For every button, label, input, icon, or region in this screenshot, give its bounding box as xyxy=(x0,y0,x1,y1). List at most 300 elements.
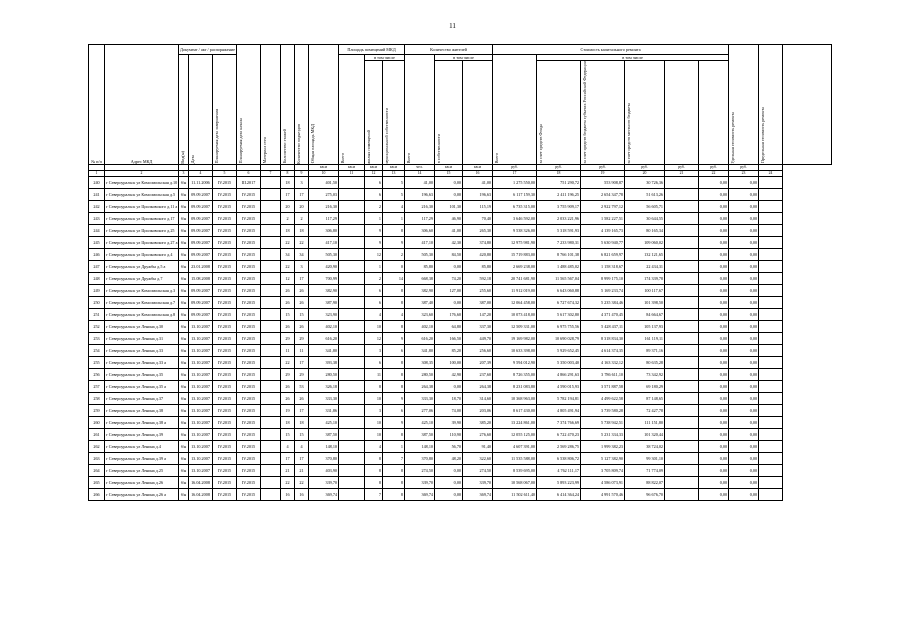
cell-c: 2 xyxy=(365,272,383,284)
cell-g: 1 xyxy=(383,212,405,224)
cell-m: 3 571 887,58 xyxy=(581,380,625,392)
cell-o: 71 774,09 xyxy=(625,464,665,476)
cell-e: IV.2015 xyxy=(237,404,261,416)
cell-c: 10 xyxy=(365,320,383,332)
table-row xyxy=(89,212,832,224)
cell-o: 111 151,80 xyxy=(625,416,665,428)
cell-empty xyxy=(759,296,783,308)
cell-x: 0,00 xyxy=(699,416,729,428)
cell-empty xyxy=(759,416,783,428)
cell-empty xyxy=(665,176,699,188)
cell-e: IV.2015 xyxy=(237,344,261,356)
cell-l: 5 929 652,45 xyxy=(537,344,581,356)
cell-d: 09.09.2007 xyxy=(189,236,213,248)
cell-k: 12 055 125,00 xyxy=(493,428,537,440)
cell-a: 339,70 xyxy=(309,476,339,488)
cell-p: 15 xyxy=(295,308,309,320)
cell-e: IV.2015 xyxy=(237,464,261,476)
column-number-cell: 10 xyxy=(309,170,339,176)
cell-m: 4 991 570,46 xyxy=(581,488,625,500)
col-area-all-header: Всего xyxy=(339,55,365,165)
cell-h: 333,30 xyxy=(405,392,435,404)
cell-empty xyxy=(665,272,699,284)
cell-k: 8 231 083,80 xyxy=(493,380,537,392)
cell-d: 13.10.2007 xyxy=(189,344,213,356)
cell-addr: г Североуральск ул Ленина д.37 xyxy=(105,392,179,404)
table-row xyxy=(89,224,832,236)
cell-x: 0,00 xyxy=(699,356,729,368)
column-number-cell: 24 xyxy=(759,170,783,176)
cell-g: 8 xyxy=(383,296,405,308)
col-end-header: Планируемая дата завершения xyxy=(213,55,237,165)
cell-empty xyxy=(261,428,281,440)
cell-s: IV.2015 xyxy=(213,260,237,272)
cell-b xyxy=(339,320,365,332)
cell-y: 0,00 xyxy=(729,224,759,236)
cell-o: 30 644,55 xyxy=(625,212,665,224)
cell-i: 18,70 xyxy=(435,392,463,404)
cell-k: 6 735 315,00 xyxy=(493,200,537,212)
cell-p: 22 xyxy=(295,236,309,248)
table-row xyxy=(89,188,832,200)
cell-s: IV.2015 xyxy=(213,320,237,332)
cell-x: 0,00 xyxy=(699,188,729,200)
cell-y: 0,00 xyxy=(729,176,759,188)
cell-y: 0,00 xyxy=(729,236,759,248)
cell-d: 09.09.2007 xyxy=(189,212,213,224)
cell-a: 280,50 xyxy=(309,368,339,380)
cell-j: 276,60 xyxy=(463,428,493,440)
cell-j: 592,18 xyxy=(463,272,493,284)
column-number-cell: 17 xyxy=(493,170,537,176)
cell-k: 10 368 963,00 xyxy=(493,392,537,404)
cell-x: 0,00 xyxy=(699,308,729,320)
cell-e: IV.2015 xyxy=(237,200,261,212)
cell-t: б/н xyxy=(179,368,189,380)
table-row xyxy=(89,332,832,344)
unit-cell: руб. xyxy=(699,164,729,170)
cell-e: IV.2015 xyxy=(237,452,261,464)
cell-x: 0,00 xyxy=(699,380,729,392)
cell-f: 26 xyxy=(281,284,295,296)
cell-j: 339,70 xyxy=(463,476,493,488)
cell-l: 1 488 485,02 xyxy=(537,260,581,272)
cell-b xyxy=(339,356,365,368)
cell-a: 306,80 xyxy=(309,224,339,236)
cell-y: 0,00 xyxy=(729,248,759,260)
cell-y: 0,00 xyxy=(729,464,759,476)
table-row xyxy=(89,296,832,308)
cell-empty xyxy=(759,308,783,320)
cell-e: IV.2015 xyxy=(237,212,261,224)
cell-t: б/н xyxy=(179,212,189,224)
cell-empty xyxy=(759,452,783,464)
cell-t: б/н xyxy=(179,380,189,392)
cell-g: 8 xyxy=(383,464,405,476)
cell-o: 80 635,28 xyxy=(625,356,665,368)
cell-n: 262 xyxy=(89,440,105,452)
col-entrances-header: Количество подъездов xyxy=(295,45,309,165)
unit-cell: руб. xyxy=(625,164,665,170)
cell-l: 8 766 101,38 xyxy=(537,248,581,260)
cell-p: 18 xyxy=(295,416,309,428)
cell-empty xyxy=(759,464,783,476)
cell-b xyxy=(339,404,365,416)
cell-empty xyxy=(665,308,699,320)
table-row xyxy=(89,176,832,188)
cell-a: 616,20 xyxy=(309,332,339,344)
cell-f: 22 xyxy=(281,236,295,248)
column-number-cell: 2 xyxy=(105,170,179,176)
cell-addr: г Североуральск ул Ленина д.39 xyxy=(105,428,179,440)
cell-empty xyxy=(665,212,699,224)
cell-o: 30 726,36 xyxy=(625,176,665,188)
cell-g: 8 xyxy=(383,368,405,380)
cell-o: 174 339,78 xyxy=(625,272,665,284)
cell-h: 306,60 xyxy=(405,224,435,236)
cell-h: 196,63 xyxy=(405,188,435,200)
cell-p: 15 xyxy=(295,428,309,440)
cell-p: 17 xyxy=(295,356,309,368)
col-number-header: № п/п xyxy=(89,45,105,165)
cell-o: 96 676,70 xyxy=(625,488,665,500)
cell-c: 2 xyxy=(365,200,383,212)
cell-j: 70,40 xyxy=(463,212,493,224)
cell-o: 101 320,44 xyxy=(625,428,665,440)
cell-k: 13 224 861,00 xyxy=(493,416,537,428)
cell-addr: г Североуральск ул Циолковского д.4 xyxy=(105,248,179,260)
cell-g: 0 xyxy=(383,260,405,272)
col-limit-cost-header: Предельная стоимость ремонта xyxy=(759,45,783,165)
cell-c: 9 xyxy=(365,236,383,248)
cost-sub-header: в том числе xyxy=(537,55,729,61)
column-number-cell: 8 xyxy=(281,170,295,176)
cell-t: б/н xyxy=(179,236,189,248)
cell-b xyxy=(339,368,365,380)
cell-empty xyxy=(759,284,783,296)
cell-h: 417,10 xyxy=(405,236,435,248)
cell-l: 11 565 567,04 xyxy=(537,272,581,284)
cell-e: IV.2015 xyxy=(237,296,261,308)
cell-c: 6 xyxy=(365,176,383,188)
unit-cell: кв.м xyxy=(383,164,405,170)
col-date-header: Дата xyxy=(189,55,213,165)
cell-e: IV.2015 xyxy=(237,392,261,404)
cell-h: 323,60 xyxy=(405,308,435,320)
cell-p: 26 xyxy=(295,296,309,308)
cell-j: 369,74 xyxy=(463,488,493,500)
cell-a: 326,18 xyxy=(309,380,339,392)
cell-empty xyxy=(665,476,699,488)
cell-i: 0,00 xyxy=(435,380,463,392)
doc-group-header: Документ / акт / распоряжение xyxy=(179,45,237,55)
cell-m: 553 908,87 xyxy=(581,176,625,188)
cell-n: 260 xyxy=(89,416,105,428)
cell-y: 0,00 xyxy=(729,260,759,272)
cell-p: 29 xyxy=(295,368,309,380)
cell-t: б/н xyxy=(179,176,189,188)
cell-p: 3 xyxy=(295,260,309,272)
cell-b xyxy=(339,380,365,392)
cell-empty xyxy=(665,452,699,464)
cell-f: 34 xyxy=(281,248,295,260)
cell-p: 17 xyxy=(295,272,309,284)
cell-empty xyxy=(665,320,699,332)
cell-g: 4 xyxy=(383,308,405,320)
cell-o: 69 180,29 xyxy=(625,380,665,392)
cell-m: 4 163 332,12 xyxy=(581,356,625,368)
cell-j: 115,19 xyxy=(463,200,493,212)
cell-f: 15 xyxy=(281,308,295,320)
cell-m: 5 235 384,46 xyxy=(581,296,625,308)
cell-h: 85,80 xyxy=(405,260,435,272)
cell-t: б/н xyxy=(179,464,189,476)
cell-empty xyxy=(759,260,783,272)
column-number-cell: 16 xyxy=(463,170,493,176)
cell-empty xyxy=(759,428,783,440)
cell-a: 331,86 xyxy=(309,404,339,416)
cell-c: 4 xyxy=(365,440,383,452)
cell-o: 38 724,02 xyxy=(625,440,665,452)
cell-k: 11 502 611,40 xyxy=(493,488,537,500)
cell-m: 5 127 382,90 xyxy=(581,452,625,464)
cell-i: 84,50 xyxy=(435,248,463,260)
column-number-cell: 18 xyxy=(537,170,581,176)
cell-y: 0,00 xyxy=(729,488,759,500)
cell-y: 0,00 xyxy=(729,284,759,296)
cell-empty xyxy=(665,236,699,248)
cell-k: 10 568 067,00 xyxy=(493,476,537,488)
cell-i: 46,90 xyxy=(435,212,463,224)
cell-empty xyxy=(261,380,281,392)
table-row xyxy=(89,464,832,476)
cell-f: 21 xyxy=(281,464,295,476)
table-row xyxy=(89,428,832,440)
cell-d: 09.09.2007 xyxy=(189,296,213,308)
cell-g: 9 xyxy=(383,392,405,404)
cell-addr: г Североуральск ул Дружбы д.7 xyxy=(105,272,179,284)
cell-m: 1 158 318,67 xyxy=(581,260,625,272)
cell-m: 5 428 437,11 xyxy=(581,320,625,332)
cell-k: 1 275 550,00 xyxy=(493,176,537,188)
cell-m: 5 630 940,77 xyxy=(581,236,625,248)
cell-g: 1 xyxy=(383,440,405,452)
cell-k: 12 975 981,90 xyxy=(493,236,537,248)
cell-g: 6 xyxy=(383,344,405,356)
cell-j: 237,60 xyxy=(463,368,493,380)
cell-j: 255,60 xyxy=(463,284,493,296)
cell-y: 0,00 xyxy=(729,272,759,284)
cell-j: 196,63 xyxy=(463,188,493,200)
cell-d: 23.01.2008 xyxy=(189,260,213,272)
cell-d: 13.10.2007 xyxy=(189,320,213,332)
cell-h: 616,20 xyxy=(405,332,435,344)
cell-f: 20 xyxy=(281,200,295,212)
cell-f: 19 xyxy=(281,404,295,416)
cell-i: 64,80 xyxy=(435,320,463,332)
col-local-header: за счет средств местного бюджета xyxy=(625,61,665,165)
column-number-cell: 15 xyxy=(435,170,463,176)
cell-h: 339,70 xyxy=(405,476,435,488)
cell-j: 265,30 xyxy=(463,224,493,236)
cell-l: 7 233 980,31 xyxy=(537,236,581,248)
cell-g: 8 xyxy=(383,476,405,488)
cell-n: 261 xyxy=(89,428,105,440)
cell-o: 80 165,34 xyxy=(625,224,665,236)
cell-e: IV.2015 xyxy=(237,236,261,248)
cell-g: 5 xyxy=(383,176,405,188)
cell-empty xyxy=(261,200,281,212)
cell-b xyxy=(339,212,365,224)
col-total-area-header: Общая площадь МКД xyxy=(309,45,339,165)
cell-b xyxy=(339,296,365,308)
column-number-cell: 4 xyxy=(189,170,213,176)
cell-e: IV.2015 xyxy=(237,248,261,260)
cell-x: 0,00 xyxy=(699,440,729,452)
cell-m: 5 738 942,51 xyxy=(581,416,625,428)
cell-f: 2 xyxy=(281,212,295,224)
cell-b xyxy=(339,464,365,476)
cell-addr: г Североуральск ул Циолковского д.25 xyxy=(105,224,179,236)
cell-p: 20 xyxy=(295,200,309,212)
cell-b xyxy=(339,332,365,344)
cell-e: IV.2015 xyxy=(237,272,261,284)
cell-h: 370,80 xyxy=(405,452,435,464)
cell-l: 751 290,72 xyxy=(537,176,581,188)
cell-addr: г Североуральск ул Ленина д.25 xyxy=(105,464,179,476)
table-row xyxy=(89,236,832,248)
cell-y: 0,00 xyxy=(729,440,759,452)
cell-b xyxy=(339,236,365,248)
cell-t: б/н xyxy=(179,188,189,200)
cell-o: 105 137,93 xyxy=(625,320,665,332)
cell-s: IV.2015 xyxy=(213,476,237,488)
unit-cell: кв.м xyxy=(435,164,463,170)
cell-addr: г Североуральск ул Ленина д.33 а xyxy=(105,356,179,368)
cell-o: 132 121,65 xyxy=(625,248,665,260)
cell-p: 53 xyxy=(295,380,309,392)
cell-i: 0,00 xyxy=(435,488,463,500)
cell-x: 0,00 xyxy=(699,464,729,476)
cell-c: 8 xyxy=(365,380,383,392)
cell-l: 2 569 286,75 xyxy=(537,440,581,452)
cell-m: 4 586 073,91 xyxy=(581,476,625,488)
cell-x: 0,00 xyxy=(699,248,729,260)
unit-cell: чел. xyxy=(405,164,435,170)
cell-n: 251 xyxy=(89,308,105,320)
cell-empty xyxy=(261,176,281,188)
cell-t: б/н xyxy=(179,344,189,356)
cell-d: 13.10.2007 xyxy=(189,380,213,392)
cell-empty xyxy=(261,272,281,284)
unit-cell: кв.м xyxy=(309,164,339,170)
cell-j: 274,50 xyxy=(463,464,493,476)
cell-m: 3 786 611,10 xyxy=(581,368,625,380)
cell-n: 240 xyxy=(89,176,105,188)
area-sub-header: в том числе xyxy=(365,55,405,61)
cell-empty xyxy=(261,452,281,464)
cell-x: 0,00 xyxy=(699,368,729,380)
cell-b xyxy=(339,188,365,200)
column-number-cell: 9 xyxy=(295,170,309,176)
cell-l: 4 762 111,17 xyxy=(537,464,581,476)
cell-p: 17 xyxy=(295,452,309,464)
cell-b xyxy=(339,476,365,488)
cell-empty xyxy=(665,332,699,344)
cell-e: IV.2015 xyxy=(237,260,261,272)
cell-empty xyxy=(665,392,699,404)
cell-d: 16.04.2008 xyxy=(189,476,213,488)
cell-g: 8 xyxy=(383,320,405,332)
cell-empty xyxy=(759,320,783,332)
cell-b xyxy=(339,284,365,296)
cell-x: 0,00 xyxy=(699,260,729,272)
cell-a: 387,90 xyxy=(309,296,339,308)
column-number-cell: 21 xyxy=(665,170,699,176)
cell-d: 09.09.2007 xyxy=(189,188,213,200)
cell-o: 51 613,26 xyxy=(625,188,665,200)
cell-b xyxy=(339,176,365,188)
cell-c: 8 xyxy=(365,464,383,476)
cell-p: 2 xyxy=(295,212,309,224)
cell-addr: г Североуральск ул Ленина д.39 а xyxy=(105,452,179,464)
cell-i: 39,90 xyxy=(435,416,463,428)
cell-empty xyxy=(261,344,281,356)
cell-g: 8 xyxy=(383,356,405,368)
cell-empty xyxy=(665,356,699,368)
cell-n: 263 xyxy=(89,452,105,464)
cell-m: 5 231 334,33 xyxy=(581,428,625,440)
cell-s: IV.2015 xyxy=(213,440,237,452)
cell-l: 10 690 028,79 xyxy=(537,332,581,344)
cell-empty xyxy=(261,332,281,344)
cell-empty xyxy=(759,332,783,344)
cell-c: 4 xyxy=(365,308,383,320)
cell-p: 17 xyxy=(295,188,309,200)
cell-s: IV.2015 xyxy=(213,308,237,320)
cell-c: 1 xyxy=(365,260,383,272)
cell-empty xyxy=(665,296,699,308)
cell-empty xyxy=(261,476,281,488)
cell-n: 244 xyxy=(89,224,105,236)
cell-empty xyxy=(261,236,281,248)
cell-j: 41,00 xyxy=(463,176,493,188)
cell-d: 09.09.2007 xyxy=(189,224,213,236)
unit-cell: руб. xyxy=(537,164,581,170)
column-number-cell: 12 xyxy=(365,170,383,176)
cell-m: 4 499 622,58 xyxy=(581,392,625,404)
cell-c: 6 xyxy=(365,356,383,368)
column-number-cell: 3 xyxy=(179,170,189,176)
cell-empty xyxy=(665,488,699,500)
cell-d: 13.10.2007 xyxy=(189,404,213,416)
cell-m: 4 614 374,35 xyxy=(581,344,625,356)
cell-s: IV.2015 xyxy=(213,176,237,188)
cell-t: б/н xyxy=(179,248,189,260)
cell-empty xyxy=(261,440,281,452)
cell-k: 15 719 883,00 xyxy=(493,248,537,260)
cell-a: 341,80 xyxy=(309,344,339,356)
cell-g: 9 xyxy=(383,236,405,248)
cell-a: 333,30 xyxy=(309,392,339,404)
cell-s: IV.2015 xyxy=(213,392,237,404)
cell-l: 5 350 003,40 xyxy=(537,356,581,368)
cell-j: 322,60 xyxy=(463,452,493,464)
cell-h: 369,74 xyxy=(405,488,435,500)
cell-s: IV.2015 xyxy=(213,416,237,428)
cell-empty xyxy=(665,188,699,200)
cell-i: 0,00 xyxy=(435,476,463,488)
